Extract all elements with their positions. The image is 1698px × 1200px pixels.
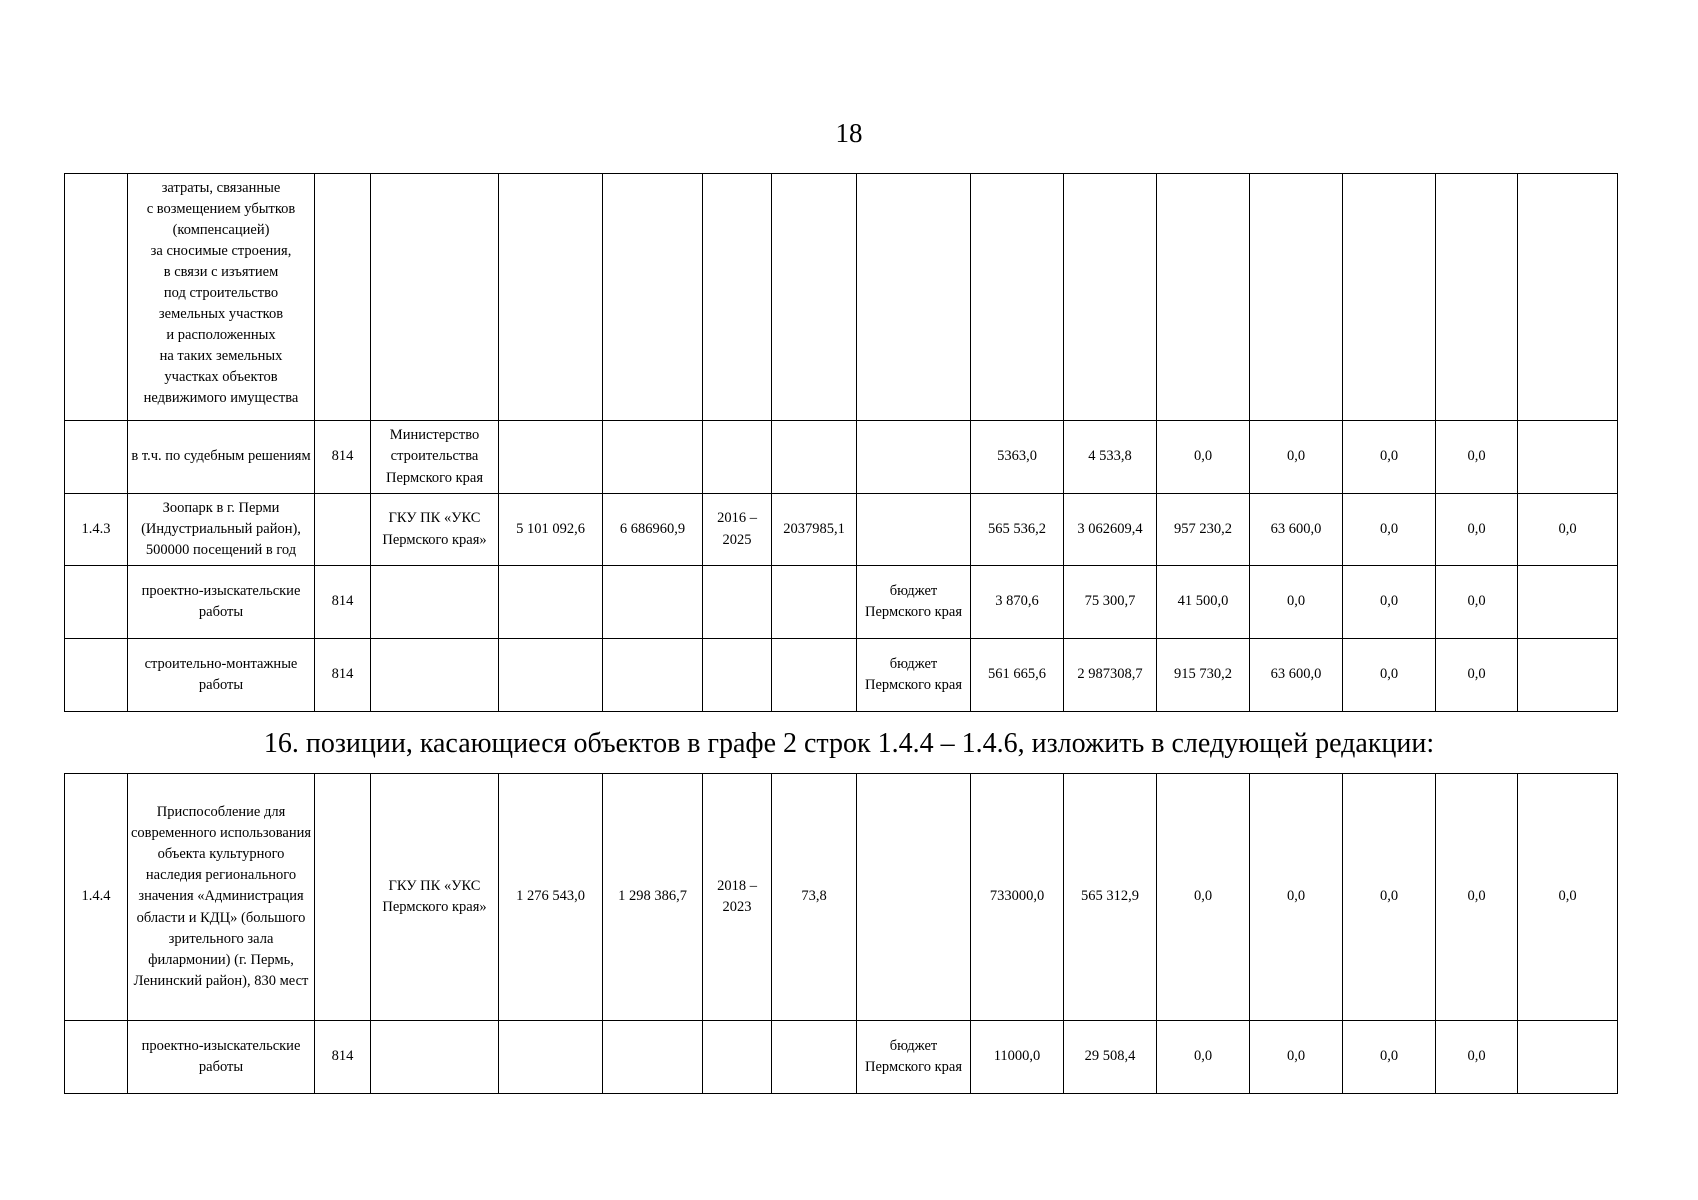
cell-v6: 0,0 (1436, 494, 1518, 566)
cell-org: ГКУ ПК «УКС Пермского края» (371, 494, 499, 566)
cell-budget: бюджет Пермского края (857, 639, 971, 712)
cell-period (703, 1021, 772, 1094)
table-row-survey (65, 566, 1618, 639)
table-row-philharmonic (65, 774, 1618, 1021)
cell-v2: 3 062609,4 (1064, 494, 1157, 566)
cell-v6 (1436, 174, 1518, 421)
cell-code (315, 174, 371, 421)
cell-num (65, 421, 128, 494)
cell-v4: 63 600,0 (1250, 494, 1343, 566)
cell-v6: 0,0 (1436, 774, 1518, 1021)
cell-v1 (971, 174, 1064, 421)
cell-code (315, 494, 371, 566)
cell-c1 (499, 1021, 603, 1094)
cell-org (371, 566, 499, 639)
cell-v3: 0,0 (1157, 1021, 1250, 1094)
cell-name: Зоопарк в г. Перми (Индустриальный район), 500000 посещений в год (128, 494, 315, 566)
cell-v7 (1518, 639, 1618, 712)
cell-budget (857, 774, 971, 1021)
cell-budget (857, 494, 971, 566)
cell-c3: 2037985,1 (772, 494, 857, 566)
cell-num (65, 174, 128, 421)
cell-budget (857, 421, 971, 494)
cell-v6: 0,0 (1436, 639, 1518, 712)
cell-v5: 0,0 (1343, 421, 1436, 494)
cell-v5: 0,0 (1343, 639, 1436, 712)
cell-org (371, 639, 499, 712)
cell-num (65, 1021, 128, 1094)
cell-code: 814 (315, 566, 371, 639)
cell-v5 (1343, 174, 1436, 421)
cell-c2: 6 686960,9 (603, 494, 703, 566)
cell-v4: 0,0 (1250, 1021, 1343, 1094)
cell-c3 (772, 174, 857, 421)
cell-v3: 0,0 (1157, 774, 1250, 1021)
table-objects-1-4-3 (64, 173, 1618, 712)
cell-c3 (772, 639, 857, 712)
cell-c2 (603, 566, 703, 639)
cell-v3: 41 500,0 (1157, 566, 1250, 639)
table-row-costs (65, 174, 1618, 421)
cell-v4 (1250, 174, 1343, 421)
cell-v7: 0,0 (1518, 494, 1618, 566)
cell-name: проектно-изыскательские работы (128, 566, 315, 639)
cell-v3: 0,0 (1157, 421, 1250, 494)
cell-period: 2018 – 2023 (703, 774, 772, 1021)
cell-v4: 63 600,0 (1250, 639, 1343, 712)
cell-code: 814 (315, 1021, 371, 1094)
cell-v4: 0,0 (1250, 566, 1343, 639)
cell-code: 814 (315, 639, 371, 712)
table-row-construction (65, 639, 1618, 712)
cell-period (703, 174, 772, 421)
cell-v2 (1064, 174, 1157, 421)
cell-v1: 561 665,6 (971, 639, 1064, 712)
cell-period (703, 566, 772, 639)
table-row-survey (65, 1021, 1618, 1094)
cell-v1: 565 536,2 (971, 494, 1064, 566)
cell-v4: 0,0 (1250, 774, 1343, 1021)
cell-period (703, 421, 772, 494)
cell-org (371, 174, 499, 421)
cell-v1: 11000,0 (971, 1021, 1064, 1094)
cell-name: Приспособление для современного использования объекта культурного наследия регионального значения «Администрация области и КДЦ» (большого зрительного зала филармонии) (г. Пермь, Ленинский район), 830 мест (128, 774, 315, 1021)
cell-v2: 2 987308,7 (1064, 639, 1157, 712)
cell-v7 (1518, 421, 1618, 494)
cell-org: ГКУ ПК «УКС Пермского края» (371, 774, 499, 1021)
cell-org: Министерство строительства Пермского края (371, 421, 499, 494)
cell-budget: бюджет Пермского края (857, 1021, 971, 1094)
cell-c1 (499, 639, 603, 712)
cell-period (703, 639, 772, 712)
cell-v6: 0,0 (1436, 421, 1518, 494)
cell-c3 (772, 566, 857, 639)
cell-c1 (499, 421, 603, 494)
cell-c1: 5 101 092,6 (499, 494, 603, 566)
cell-budget (857, 174, 971, 421)
cell-v1: 733000,0 (971, 774, 1064, 1021)
cell-period: 2016 – 2025 (703, 494, 772, 566)
cell-v7 (1518, 566, 1618, 639)
cell-num: 1.4.3 (65, 494, 128, 566)
cell-v5: 0,0 (1343, 1021, 1436, 1094)
cell-org (371, 1021, 499, 1094)
cell-name: строительно-монтажные работы (128, 639, 315, 712)
table-row-court (65, 421, 1618, 494)
cell-v5: 0,0 (1343, 494, 1436, 566)
cell-v7: 0,0 (1518, 774, 1618, 1021)
cell-c3 (772, 421, 857, 494)
cell-v3 (1157, 174, 1250, 421)
cell-name: затраты, связанные с возмещением убытков (компенсацией) за сносимые строения, в связи с изъятием под строительство земельных участков и расположенных на таких земельных участках объектов недвижимого имущества (128, 174, 315, 421)
cell-v7 (1518, 174, 1618, 421)
cell-c2: 1 298 386,7 (603, 774, 703, 1021)
cell-name: в т.ч. по судебным решениям (128, 421, 315, 494)
cell-v1: 3 870,6 (971, 566, 1064, 639)
cell-num (65, 566, 128, 639)
cell-v2: 565 312,9 (1064, 774, 1157, 1021)
table-row-zoo (65, 494, 1618, 566)
cell-code (315, 774, 371, 1021)
table-objects-1-4-4 (64, 773, 1618, 1094)
cell-c2 (603, 174, 703, 421)
cell-v6: 0,0 (1436, 1021, 1518, 1094)
page-number: 18 (835, 118, 863, 148)
cell-v2: 4 533,8 (1064, 421, 1157, 494)
cell-v6: 0,0 (1436, 566, 1518, 639)
cell-num (65, 639, 128, 712)
cell-v1: 5363,0 (971, 421, 1064, 494)
cell-c2 (603, 639, 703, 712)
cell-name: проектно-изыскательские работы (128, 1021, 315, 1094)
cell-v2: 75 300,7 (1064, 566, 1157, 639)
cell-v5: 0,0 (1343, 774, 1436, 1021)
cell-v5: 0,0 (1343, 566, 1436, 639)
cell-c3 (772, 1021, 857, 1094)
cell-v3: 957 230,2 (1157, 494, 1250, 566)
cell-c2 (603, 421, 703, 494)
cell-v2: 29 508,4 (1064, 1021, 1157, 1094)
section-heading: 16. позиции, касающиеся объектов в графе 2 строк 1.4.4 – 1.4.6, изложить в следующей редакции: (263, 728, 1435, 759)
cell-c1 (499, 566, 603, 639)
cell-v3: 915 730,2 (1157, 639, 1250, 712)
cell-code: 814 (315, 421, 371, 494)
cell-num: 1.4.4 (65, 774, 128, 1021)
cell-budget: бюджет Пермского края (857, 566, 971, 639)
cell-c1 (499, 174, 603, 421)
cell-v4: 0,0 (1250, 421, 1343, 494)
cell-v7 (1518, 1021, 1618, 1094)
cell-c1: 1 276 543,0 (499, 774, 603, 1021)
cell-c2 (603, 1021, 703, 1094)
cell-c3: 73,8 (772, 774, 857, 1021)
